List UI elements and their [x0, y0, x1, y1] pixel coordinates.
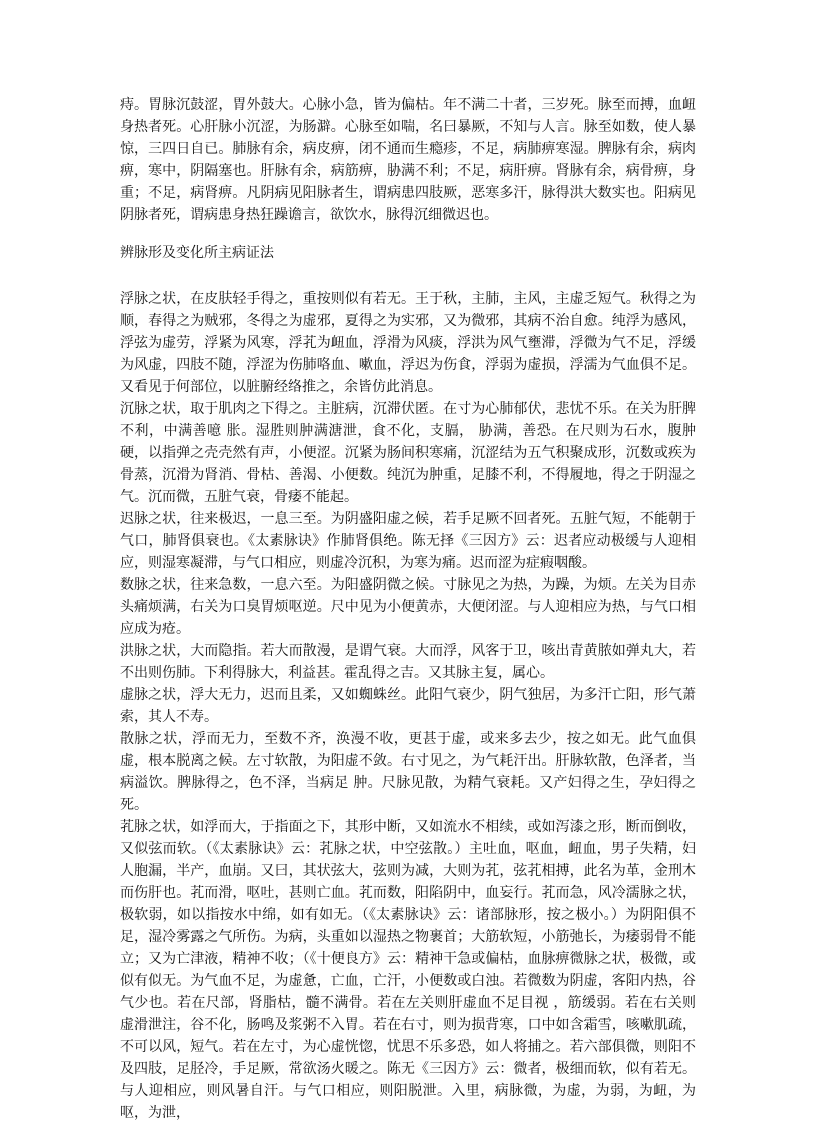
paragraph-xu-pulse: 虚脉之状，浮大无力，迟而且柔，又如蜘蛛丝。此阳气衰少，阴气独居，为多汗亡阳，形气萧索，其人不寿。 [120, 687, 696, 725]
paragraph-fu-pulse: 浮脉之状，在皮肤轻手得之，重按则似有若无。王于秋，主肺，主风，主虚乏短气。秋得之为顺，春得之为贼邪，冬得之为虚邪，夏得之为实邪，又为微邪，其病不治自愈。纯浮为感风，浮弦为虚劳，浮紧为风寒，浮芤为衄血，浮滑为风痰，浮洪为风气壅滞，浮微为气不足，浮缓为风虚，四肢不随，浮涩为伤肺咯血、嗽血，浮迟为伤食，浮弱为虚损，浮濡为气血俱不足。又看见于何部位，以脏腑经络推之，余皆仿此消息。 [120, 291, 696, 395]
paragraph-chen-pulse: 沉脉之状，取于肌肉之下得之。主脏病，沉滞伏匿。在寸为心肺郁伏，悲忧不乐。在关为肝脾不利，中满善噫 胀。湿胜则肿满溏泄，食不化，支膈， 胁满，善恐。在尺则为石水，腹肿硬，以指弹之壳壳然有声，小便涩。沉紧为肠间积寒痛，沉涩结为五气积聚成形，沉数或疾为骨蒸，沉滑为肾消、骨枯、善渴、小便数。纯沉为肿重，足膝不利，不得履地，得之于阴湿之气。沉而微，五脏气衰，骨痿不能起。 [120, 401, 696, 505]
section-body [120, 288, 696, 1124]
paragraph-san-pulse: 散脉之状，浮而无力，至数不齐，涣漫不收，更甚于虚，或来多去少，按之如无。此气血俱虚，根本脱离之候。左寸软散，为阳虚不敛。右寸见之，为气耗汗出。肝脉软散，色泽者，当病溢饮。脾脉得之，色不泽，当病足 肿。尺脉见散，为精气衰耗。又产妇得之生，孕妇得之死。 [120, 731, 696, 813]
paragraph-chi-pulse: 迟脉之状，往来极迟，一息三至。为阴盛阳虚之候，若手足厥不回者死。五脏气短，不能朝于气口，肺肾俱衰也。《太素脉诀》作肺肾俱绝。陈无择《三因方》云：迟者应动极缓与人迎相应，则湿寒凝滞，与气口相应，则虚冷沉积，为寒为痛。迟而涩为症瘕咽酸。 [120, 511, 696, 571]
paragraph-shuo-pulse: 数脉之状，往来急数，一息六至。为阳盛阴微之候。寸脉见之为热，为躁，为烦。左关为目赤头痛烦满，右关为口臭胃烦呕逆。尺中见为小便黄赤，大便闭涩。与人迎相应为热，与气口相应成为疮。 [120, 577, 696, 637]
paragraph-hong-pulse: 洪脉之状，大而隐指。若大而散漫，是谓气衰。大而浮，风客于卫，咳出青黄脓如弹丸大，若不出则伤肺。下利得脉大，利益甚。霍乱得之吉。又其脉主复，属心。 [120, 643, 696, 681]
section-heading: 辨脉形及变化所主病证法 [120, 245, 274, 261]
intro-paragraph: 痔。胃脉沉鼓涩，胃外鼓大。心脉小急，皆为偏枯。年不满二十者，三岁死。脉至而搏，血衄身热者死。心肝脉小沉涩，为肠澼。心脉至如喘，名曰暴厥，不知与人言。脉至如数，使人暴惊，三四日自已。肺脉有余，病皮痹，闭不通而生瘾疹，不足，病肺痹寒湿。脾脉有余，病肉痹，寒中，阴隔塞也。肝脉有余，病筋痹，胁满不利；不足，病肝痹。肾脉有余，病骨痹，身重；不足，病肾痹。凡阴病见阳脉者生，谓病患四肢厥，恶寒多汗，脉得洪大数实也。阳病见阴脉者死，谓病患身热狂躁谵言，欲饮水，脉得沉细微迟也。 [120, 97, 696, 223]
paragraph-kou-pulse: 芤脉之状，如浮而大，于指面之下，其形中断，又如流水不相续，或如泻漆之形，断而倒收，又似弦而软。（《太素脉诀》云：芤脉之状，中空弦散。）主吐血，呕血，衄血，男子失精，妇人胞漏，半产，血崩。又曰，其状弦大，弦则为减，大则为芤，弦芤相搏，此名为革，金刑木而伤肝也。芤而滑，呕吐，甚则亡血。芤而数，阳陷阴中，血妄行。芤而急，风冷濡脉之状，极软弱，如以指按水中绵，如有如无。（《太素脉诀》云：诸部脉形，按之极小。）为阴阳俱不足，湿冷雾露之气所伤。为病，头重如以湿热之物裹首；大筋软短，小筋弛长，为痿弱骨不能立；又为亡津液，精神不收；（《十便良方》云：精神干急或偏枯，血脉痹微脉之状，极微，或似有似无。为气血不足，为虚惫，亡血，亡汗，小便数或白浊。若微数为阴虚，客阳内热，谷气少也。若在尺部，肾脂枯，髓不满骨。若在左关则肝虚血不足目视 ，筋缓弱。若在右关则虚滑泄注，谷不化，肠鸣及浆粥不入胃。若在右寸，则为损背寒，口中如含霜雪，咳嗽肌疏，不可以风，短气。若在左寸，为心虚恍惚，忧思不乐多恐，如人将捕之。若六部俱微，则阳不及四肢，足胫冷，手足厥，常欲汤火暖之。陈无《三因方》云：微者，极细而软，似有若无。与人迎相应，则风暑自汗。与气口相应，则阳脱泄。入里，病脉微，为虚，为弱，为衄，为呕，为泄， [120, 819, 696, 1121]
